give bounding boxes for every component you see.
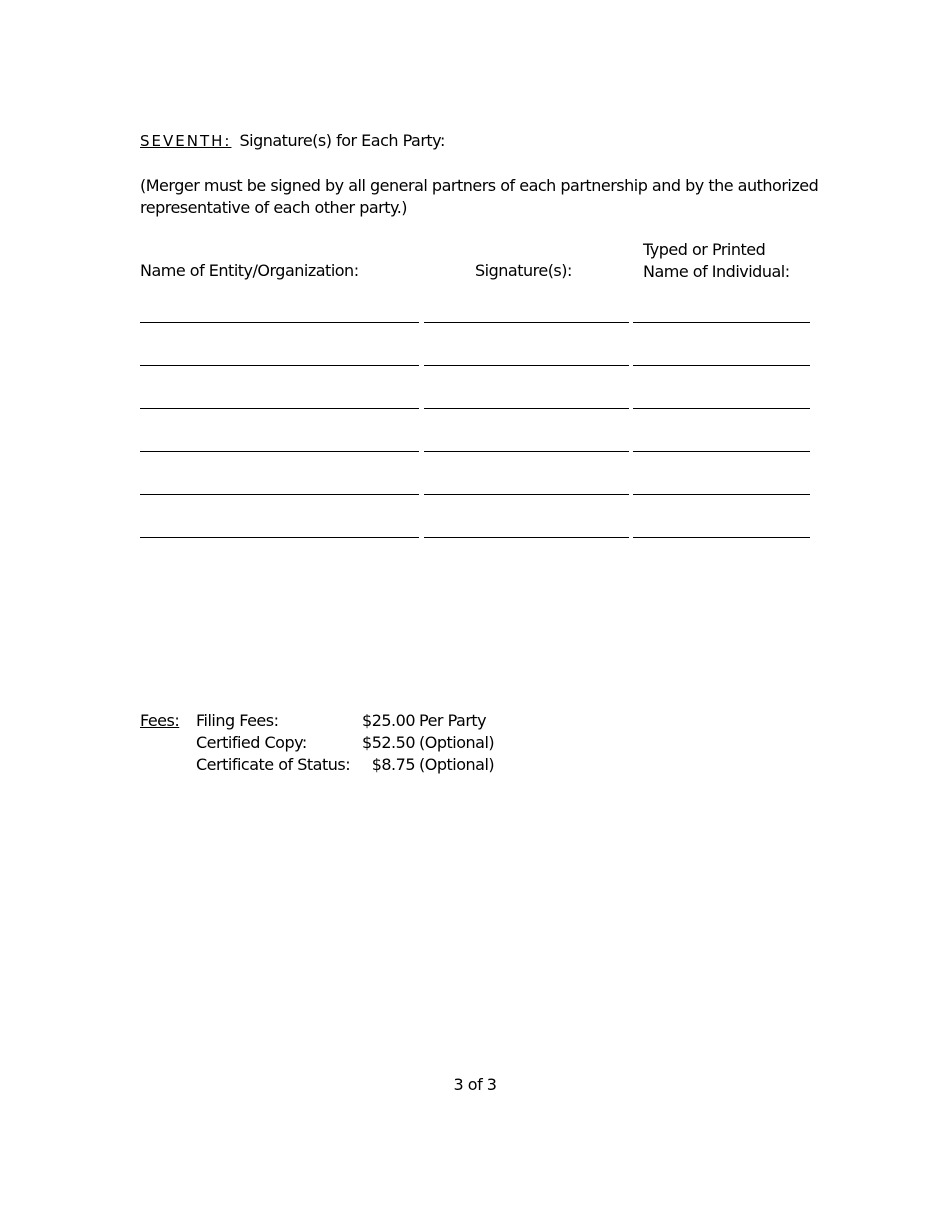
fee-note: (Optional) <box>419 755 495 774</box>
fee-name: Filing Fees: <box>196 711 279 730</box>
typed-name-line[interactable] <box>633 537 810 538</box>
fee-name: Certificate of Status: <box>196 755 351 774</box>
fee-amount: $8.75 <box>371 755 415 774</box>
column-header-typed-line2: Name of Individual: <box>643 262 790 281</box>
column-header-typed-line1: Typed or Printed <box>643 240 766 259</box>
fee-note: (Optional) <box>419 733 495 752</box>
section-heading <box>140 131 445 150</box>
fee-amount: $52.50 <box>362 733 415 752</box>
signature-row <box>140 323 810 366</box>
signature-line[interactable] <box>424 537 629 538</box>
signature-row <box>140 280 810 323</box>
fee-amount: $25.00 <box>362 711 415 730</box>
column-header-typed-name <box>643 239 790 283</box>
signing-instruction: (Merger must be signed by all general partners of each partnership and by the authorized representative of each other party.) <box>140 176 819 217</box>
page-number: 3 of 3 <box>453 1075 497 1094</box>
entity-name-line[interactable] <box>140 537 419 538</box>
fee-name: Certified Copy: <box>196 733 307 752</box>
signature-row <box>140 495 810 538</box>
fees-label: Fees: <box>140 711 180 730</box>
signature-row <box>140 409 810 452</box>
signature-row <box>140 366 810 409</box>
column-header-signature: Signature(s): <box>475 261 572 280</box>
section-title: Signature(s) for Each Party: <box>239 131 445 150</box>
section-label: SEVENTH: <box>140 132 232 150</box>
signature-row <box>140 452 810 495</box>
signature-table <box>140 280 810 538</box>
column-header-entity: Name of Entity/Organization: <box>140 261 359 280</box>
fee-note: Per Party <box>419 711 487 730</box>
